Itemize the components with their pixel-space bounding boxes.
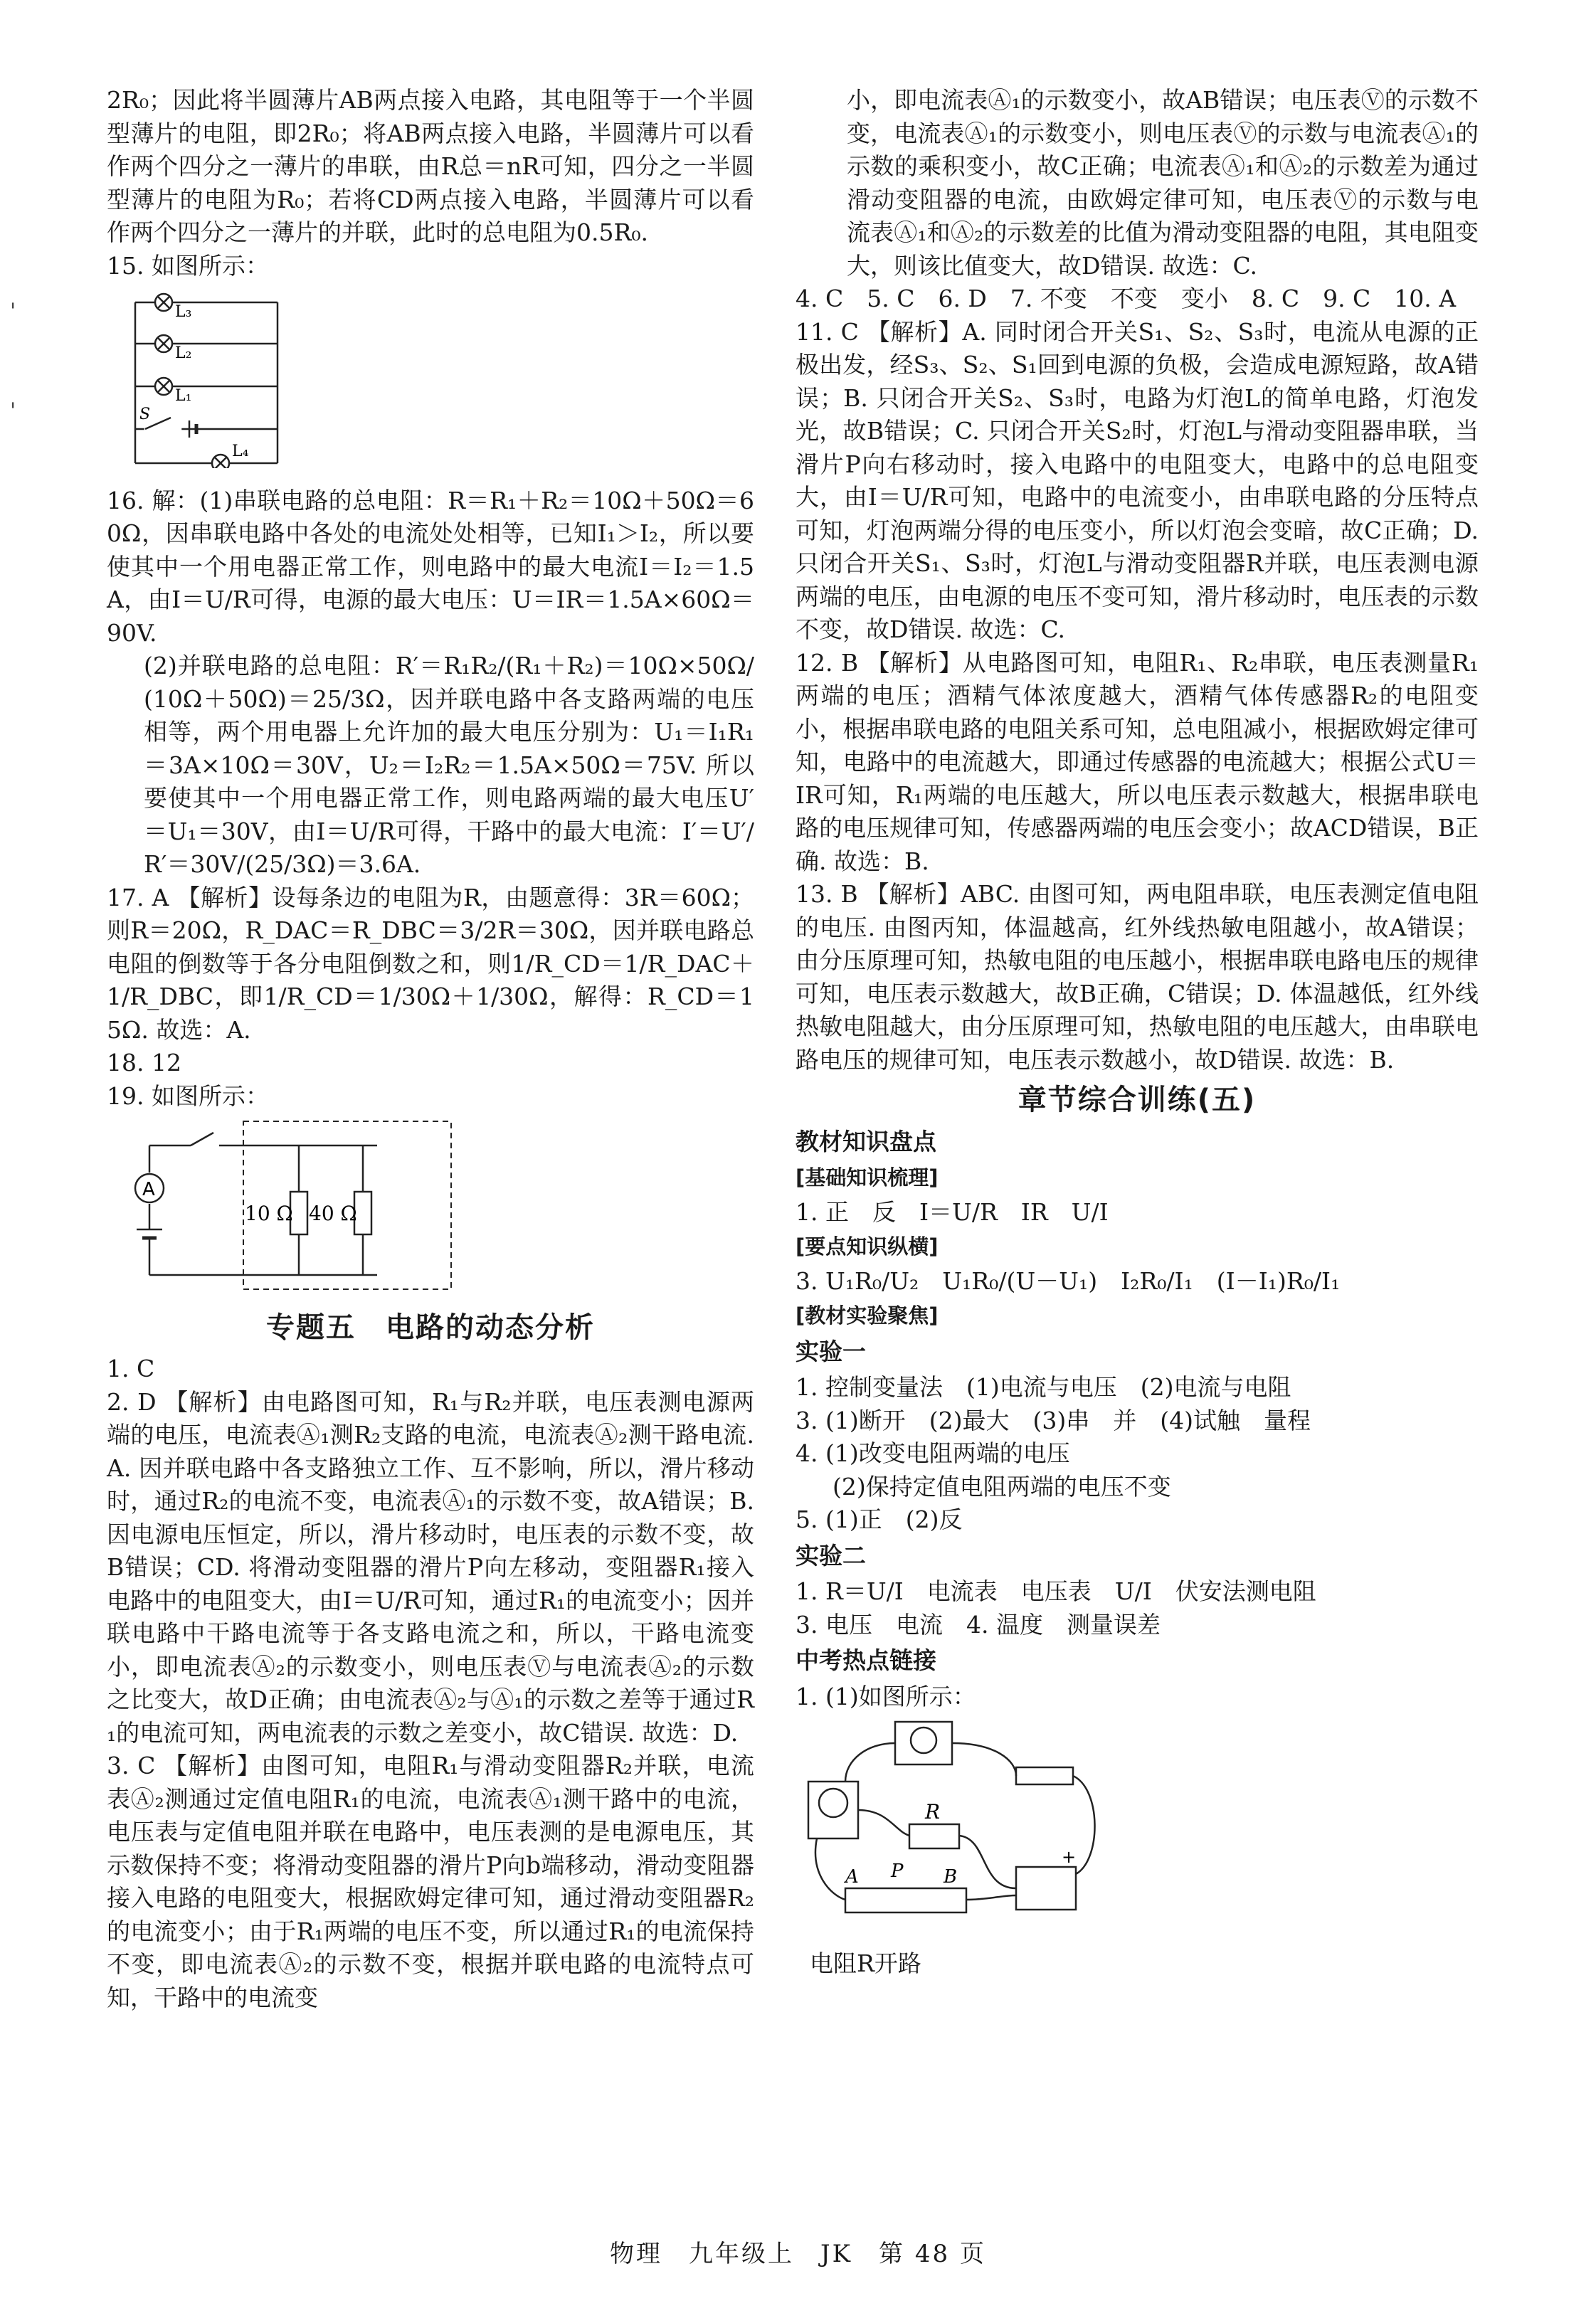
- experiment-title: 实验一: [796, 1337, 866, 1365]
- answer-17: 17. A 【解析】设每条边的电阻为R，由题意得：3R＝60Ω；则R＝20Ω，R_DAC＝R_DBC＝3/2R＝30Ω，因并联电路总电阻的倒数等于各分电阻倒数之和，则1/R_CD＝1/R_DAC＋1/R_DBC，即1/R_CD＝1/30Ω＋1/30Ω，解得：R_CD＝15Ω. 故选：A.: [107, 883, 754, 1044]
- slider-P-label: P: [891, 1861, 904, 1882]
- knowledge-3: 3. U₁R₀/U₂ U₁R₀/(U－U₁) I₂R₀/I₁ (I－I₁)R₀/I₁: [796, 1266, 1341, 1295]
- figure-caption: 电阻R开路: [810, 1949, 921, 1977]
- answer-text: 2R₀；因此将半圆薄片AB两点接入电路，其电阻等于一个半圆型薄片的电阻，即2R₀；将AB两点接入电路，半圆薄片可以看作两个四分之一薄片的串联，由R总＝nR可知，四分之一半圆型薄片的电阻为R₀；若将CD两点接入电路，半圆薄片可以看作两个四分之一薄片的并联，此时的总电阻为0.5R₀.: [107, 86, 754, 246]
- resistor-label: 40 Ω: [309, 1202, 357, 1225]
- answers-4-10: 4. C 5. C 6. D 7. 不变 不变 变小 8. C 9. C 10. A: [796, 285, 1457, 312]
- answer-12: 12. B 【解析】从电路图可知，电阻R₁、R₂串联，电压表测量R₁两端的电压；酒精气体浓度越大，酒精气体传感器R₂的电阻变小，根据串联电路的电阻关系可知，总电阻减小，根据欧姆定律可知，电路中的电流越大，即通过传感器的电流越大；根据公式U＝IR可知，R₁两端的电压越大，所以电压表示数越大，根据串联电路的电压规律可知，传感器两端的电压会变小；故ACD错误，B正确. 故选：B.: [796, 648, 1479, 875]
- answer-16: 16. 解：(1)串联电路的总电阻：R＝R₁＋R₂＝10Ω＋50Ω＝60Ω，因串联电路中各处的电流处处相等，已知I₁＞I₂，所以要使其中一个用电器正常工作，则电路中的最大电流I＝I₂＝1.5A，由I＝U/R可得，电源的最大电压：U＝IR＝1.5A×60Ω＝90V.: [107, 486, 754, 647]
- lamp-label: L₂: [175, 344, 192, 362]
- circuit-figure-19: [107, 1117, 754, 1304]
- chapter-heading: 章节综合训练(五): [1018, 1084, 1257, 1116]
- plus-label: +: [1062, 1847, 1077, 1867]
- knowledge-1: 1. 正 反 I＝U/R IR U/I: [796, 1197, 1109, 1226]
- experiment-title: 实验二: [796, 1541, 866, 1570]
- exp1-item-3: 3. (1)断开 (2)最大 (3)串 并 (4)试触 量程: [796, 1406, 1311, 1434]
- exp1-item-4b: (2)保持定值电阻两端的电压不变: [833, 1472, 1171, 1501]
- resistor-R-label: R: [925, 1800, 941, 1824]
- lamp-label: L₄: [232, 443, 249, 460]
- answer-15: 15. 如图所示：: [107, 251, 269, 280]
- exp1-item-1: 1. 控制变量法 (1)电流与电压 (2)电流与电阻: [796, 1373, 1291, 1401]
- exp1-item-5: 5. (1)正 (2)反: [796, 1506, 963, 1533]
- experiment-apparatus-figure: [796, 1718, 1479, 1940]
- answer-2: 2. D 【解析】由电路图可知，R₁与R₂并联，电压表测电源两端的电压，电流表Ⓐ₁测R₂支路的电流，电流表Ⓐ₂测干路电流. A. 因并联电路中各支路独立工作、互不影响，所以，滑片移动时，通过R₂的电流不变，电流表Ⓐ₁的示数不变，故A错误；B. 因电源电压恒定，所以，滑片移动时，电压表的示数不变，故B错误；CD. 将滑动变阻器的滑片P向左移动，变阻器R₁接入电路中的电阻变大，由I＝U/R可知，通过R₁的电流变小；因并联电路中干路电流等于各支路电流之和，所以，干路电流变小，即电流表Ⓐ₂的示数变小，则电压表Ⓥ与电流表Ⓐ₂的示数之比变大，故D正确；由电流表Ⓐ₂与Ⓐ₁的示数之差等于通过R₁的电流可知，两电流表的示数之差变小，故C错误. 故选：D.: [107, 1387, 754, 1747]
- exp2-item-3: 3. 电压 电流 4. 温度 测量误差: [796, 1610, 1161, 1639]
- answer-19: 19. 如图所示：: [107, 1081, 269, 1110]
- margin-mark: ': [10, 398, 16, 423]
- lamp-label: L₃: [175, 303, 192, 321]
- answer-3: 3. C 【解析】由图可知，电阻R₁与滑动变阻器R₂并联，电流表Ⓐ₂测通过定值电阻R₁的电流，电流表Ⓐ₁测干路中的电流，电压表与定值电阻并联在电路中，电压表测的是电源电压，其示数保持不变；将滑动变阻器的滑片P向b端移动，滑动变阻器接入电路的电阻变大，根据欧姆定律可知，通过滑动变阻器R₂的电流变小；由于R₁两端的电压不变，所以通过R₁的电流保持不变，即电流表Ⓐ₂的示数不变，根据并联电路的电流特点可知，干路中的电流变: [107, 1752, 754, 2011]
- bracket-title: [基础知识梳理]: [796, 1165, 939, 1190]
- page-footer: 物理 九年级上 JK 第 48 页: [610, 2240, 986, 2268]
- subsection-title: 中考热点链接: [796, 1646, 936, 1674]
- hot-link-1: 1. (1)如图所示：: [796, 1682, 976, 1710]
- answer-18: 18. 12: [107, 1049, 181, 1076]
- left-column: [107, 84, 754, 2014]
- right-column: [796, 84, 1479, 1980]
- answer-11: 11. C 【解析】A. 同时闭合开关S₁、S₂、S₃时，电流从电源的正极出发，经S₃、S₂、S₁回到电源的负极，会造成电源短路，故A错误；B. 只闭合开关S₂、S₃时，电路为灯泡L的简单电路，灯泡发光，故B错误；C. 只闭合开关S₂时，灯泡L与滑动变阻器串联，当滑片P向右移动时，接入电路中的电阻变大，电路中的总电阻变大，由I＝U/R可知，电路中的电流变小，由串联电路的分压特点可知，灯泡两端分得的电压变小，所以灯泡会变暗，故C正确；D. 只闭合开关S₁、S₃时，灯泡L与滑动变阻器R并联，电压表测电源两端的电压，由电源的电压不变可知，滑片移动时，电压表的示数不变，故D错误. 故选：C.: [796, 317, 1479, 643]
- answer-1: 1. C: [107, 1355, 155, 1382]
- switch-label: S: [139, 406, 151, 423]
- bracket-title: [教材实验聚焦]: [796, 1303, 939, 1328]
- subsection-title: 教材知识盘点: [796, 1127, 936, 1155]
- answer-13: 13. B 【解析】ABC. 由图可知，两电阻串联，电压表测定值电阻的电压. 由图丙知，体温越高，红外线热敏电阻越小，故A错误；由分压原理可知，热敏电阻的电压越小，根据串联电路电压的规律可知，电压表示数越大，故B正确，C错误；D. 体温越低，红外线热敏电阻越大，由分压原理可知，热敏电阻的电压越大，由串联电路电压的规律可知，电压表示数越小，故D错误. 故选：B.: [796, 880, 1479, 1074]
- margin-mark: ': [10, 299, 16, 324]
- ammeter-resistor-diagram: [121, 1117, 477, 1295]
- section-heading: 专题五 电路的动态分析: [266, 1311, 595, 1344]
- bracket-title: [要点知识纵横]: [796, 1234, 939, 1259]
- exp2-item-1: 1. R＝U/I 电流表 电压表 U/I 伏安法测电阻: [796, 1577, 1316, 1605]
- exp1-item-4: 4. (1)改变电阻两端的电压: [796, 1439, 1070, 1467]
- ammeter-label: A: [142, 1179, 155, 1200]
- circuit-figure-15: [107, 287, 754, 477]
- parallel-lamps-diagram: [107, 287, 320, 468]
- resistor-label: 10 Ω: [245, 1202, 293, 1225]
- terminal-A-label: A: [845, 1866, 859, 1888]
- terminal-B-label: B: [944, 1866, 958, 1888]
- apparatus-diagram: [803, 1718, 1116, 1931]
- answer-16-part2: (2)并联电路的总电阻：R′＝R₁R₂/(R₁＋R₂)＝10Ω×50Ω/(10Ω＋50Ω)＝25/3Ω，因并联电路中各支路两端的电压相等，两个用电器上允许加的最大电压分别为：U₁＝I₁R₁＝3A×10Ω＝30V，U₂＝I₂R₂＝1.5A×50Ω＝75V. 所以要使其中一个用电器正常工作，则电路两端的最大电压U′＝U₁＝30V，由I＝U/R可得，干路中的最大电流：I′＝U′/R′＝30V/(25/3Ω)＝3.6A.: [144, 652, 754, 878]
- lamp-label: L₁: [175, 387, 192, 405]
- answer-3-cont: 小，即电流表Ⓐ₁的示数变小，故AB错误；电压表Ⓥ的示数不变，电流表Ⓐ₁的示数变小，则电压表Ⓥ的示数与电流表Ⓐ₁的示数的乘积变小，故C正确；电流表Ⓐ₁和Ⓐ₂的示数差为通过滑动变阻器的电流，由欧姆定律可知，电压表Ⓥ的示数与电流表Ⓐ₁和Ⓐ₂的示数差的比值为滑动变阻器的电阻，其电阻变大，则该比值变大，故D错误. 故选：C.: [847, 86, 1479, 280]
